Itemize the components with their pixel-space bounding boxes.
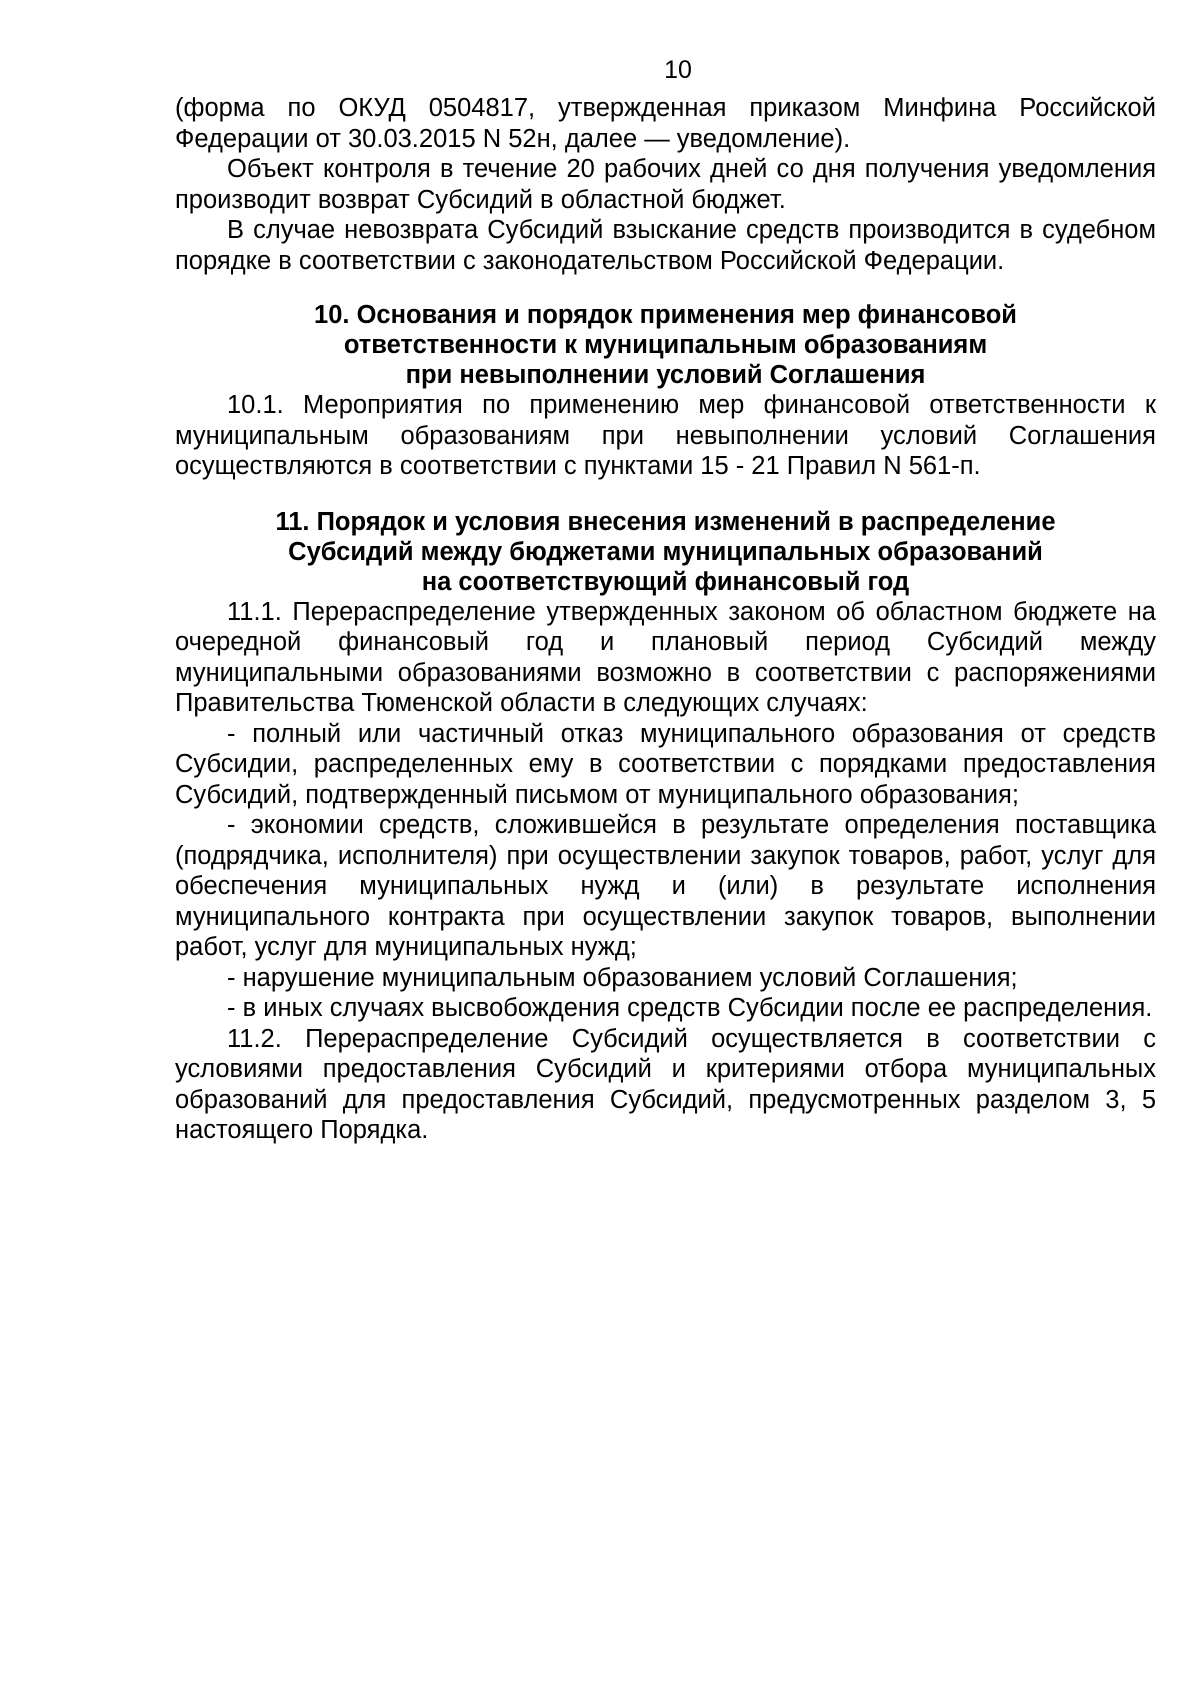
section-10-heading-line: ответственности к муниципальным образованиям — [343, 331, 988, 359]
paragraph-10-1: 10.1. Мероприятия по применению мер финансовой ответственности к муниципальным образованиям при невыполнении условий Соглашения осуществляются в соответствии с пунктами 15 - 21 Правил N 561-п. — [175, 391, 1156, 480]
section-10-heading — [175, 300, 1156, 390]
section-10-heading-line: при невыполнении условий Соглашения — [405, 361, 926, 389]
paragraph-11-2: 11.2. Перераспределение Субсидий осуществляется в соответствии с условиями предоставления Субсидий и критериями отбора муниципальных образований для предоставления Субсидий, предусмотренных разделом 3, 5 настоящего Порядка. — [175, 1024, 1156, 1144]
list-item-other-cases: - в иных случаях высвобождения средств Субсидии после ее распределения. — [227, 994, 1153, 1022]
page-number: 10 — [664, 56, 692, 84]
section-11-heading-line: на соответствующий финансовый год — [421, 567, 910, 596]
paragraph-court-recovery: В случае невозврата Субсидий взыскание средств производится в судебном порядке в соответствии с законодательством Российской Федерации. — [175, 216, 1156, 275]
paragraph-11-1: 11.1. Перераспределение утвержденных законом об областном бюджете на очередной финансовый год и плановый период Субсидий между муниципальными образованиями возможно в соответствии с распоряжениями Правительства Тюменской области в следующих случаях: — [175, 597, 1156, 717]
section-11-heading — [175, 507, 1156, 597]
document-page — [175, 54, 1156, 1146]
section-10-heading-line: 10. Основания и порядок применения мер финансовой — [314, 301, 1017, 329]
list-item-savings: - экономии средств, сложившейся в результате определения поставщика (подрядчика, исполнителя) при осуществлении закупок товаров, работ, услуг для обеспечения муниципальных нужд и (или) в результате исполнения муниципального контракта при осуществлении закупок товаров, выполнении работ, услуг для муниципальных нужд; — [175, 811, 1156, 961]
list-item-refusal: - полный или частичный отказ муниципального образования от средств Субсидии, распределенных ему в соответствии с порядками предоставления Субсидий, подтвержденный письмом от муниципального образования; — [175, 719, 1156, 809]
section-11-heading-line: 11. Порядок и условия внесения изменений в распределение — [275, 507, 1056, 536]
list-item-violation: - нарушение муниципальным образованием условий Соглашения; — [227, 963, 1018, 992]
paragraph-notice-form: (форма по ОКУД 0504817, утвержденная приказом Минфина Российской Федерации от 30.03.2015 N 52н, далее — уведомление). — [175, 94, 1156, 153]
section-11-heading-line: Субсидий между бюджетами муниципальных образований — [288, 537, 1043, 566]
paragraph-refund-deadline: Объект контроля в течение 20 рабочих дней со дня получения уведомления производит возврат Субсидий в областной бюджет. — [175, 155, 1156, 214]
